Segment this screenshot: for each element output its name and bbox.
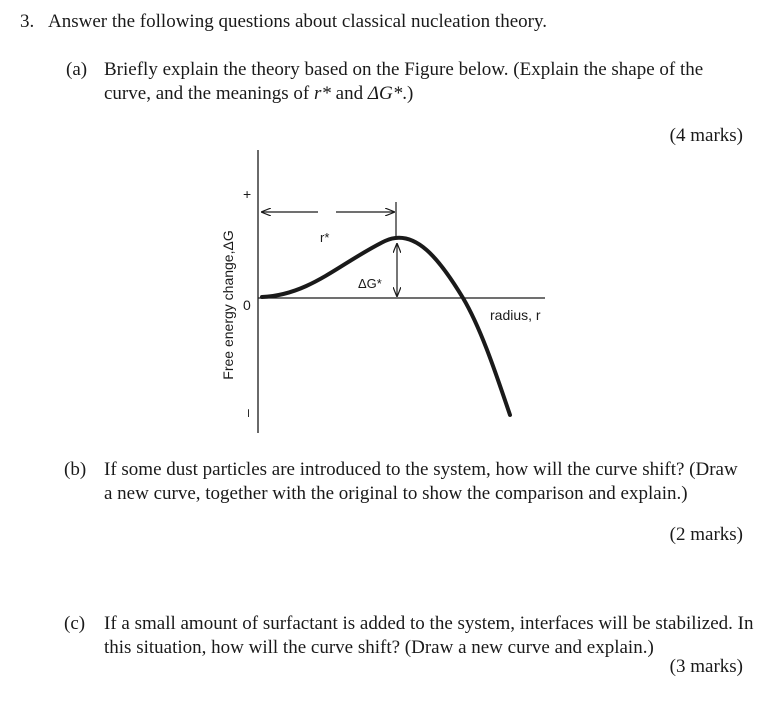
- question-number: 3.: [20, 11, 35, 32]
- y-axis-label: Free energy change,ΔG: [220, 230, 236, 380]
- part-c-marks: (3 marks): [669, 656, 743, 677]
- delta-g-star-symbol: ΔG*: [367, 83, 403, 104]
- part-b-text: If some dust particles are introduced to the system, how will the curve shift? (Draw a new curve, together with the original to show the comparison and explain.): [104, 459, 738, 504]
- free-energy-curve: [262, 238, 510, 415]
- part-a-text-1: Briefly explain the theory based on the Figure below. (Explain the shape of the curve, and the meanings of: [104, 59, 704, 104]
- r-star-label: r*: [320, 230, 330, 245]
- delta-g-star-label: ΔG*: [358, 276, 382, 291]
- part-c-label: (c): [64, 613, 86, 634]
- nucleation-figure: [200, 145, 560, 440]
- question-text: Answer the following questions about classical nucleation theory.: [48, 11, 547, 32]
- part-a-text-3: .): [402, 83, 414, 104]
- zero-label: 0: [243, 297, 251, 313]
- part-a-label: (a): [66, 59, 88, 80]
- r-star-symbol: r*: [313, 83, 331, 104]
- x-axis-label: radius, r: [490, 307, 541, 323]
- minus-label: –: [239, 409, 255, 417]
- part-a-text-2: and: [330, 83, 368, 104]
- part-b-label: (b): [64, 459, 87, 480]
- plus-label: +: [243, 186, 252, 202]
- part-c-text: If a small amount of surfactant is added to the system, interfaces will be stabilized. In this situation, how will the curve shift? (Draw a new curve and explain.): [104, 613, 754, 658]
- part-a-marks: (4 marks): [669, 125, 743, 146]
- part-a-text: [104, 58, 744, 106]
- part-b-marks: (2 marks): [669, 524, 743, 545]
